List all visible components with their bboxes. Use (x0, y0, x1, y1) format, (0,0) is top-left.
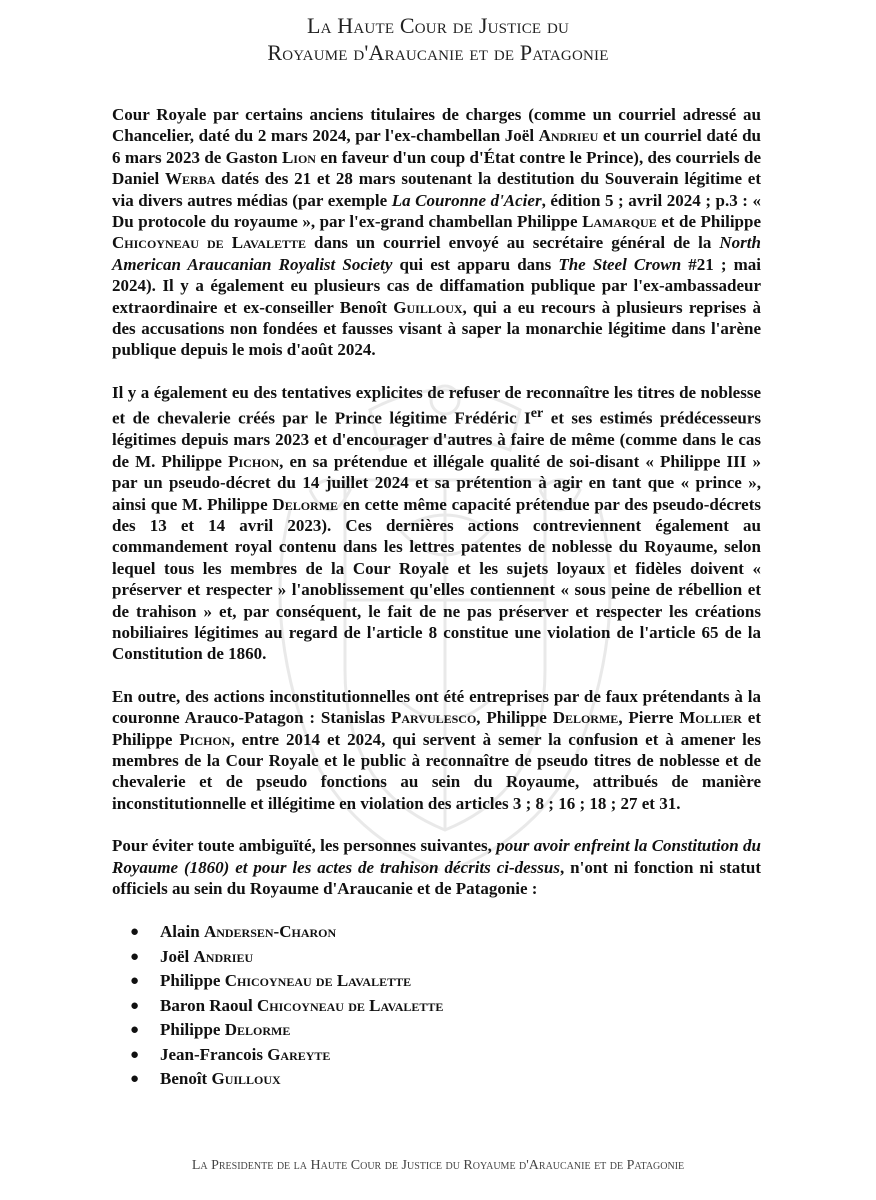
paragraph-1: Cour Royale par certains anciens titulaires de charges (comme un courriel adressé au Chancelier, daté du 2 mars 2024, par l'ex-chambellan Joël Andrieu et un courriel daté du 6 mars 2023 de Gaston Lion en faveur d'un coup d'État contre le Prince), des courriels de Daniel Werba datés des 21 et 28 mars soutenant la destitution du Souverain légitime et via divers autres médias (par exemple La Couronne d'Acier, édition 5 ; avril 2024 ; p.3 : « Du protocole du royaume », par l'ex-grand chambellan Philippe Lamarque et de Philippe Chicoyneau de Lavalette dans un courriel envoyé au secrétaire général de la North American Araucanian Royalist Society qui est apparu dans The Steel Crown #21 ; mai 2024). Il y a également eu plusieurs cas de diffamation publique par l'ex-ambassadeur extraordinaire et ex-conseiller Benoît Guilloux, qui a eu recours à plusieurs reprises à des accusations non fondées et fausses visant à saper la monarchie légitime dans l'arène publique depuis le mois d'août 2024. (112, 105, 762, 360)
header-line-1: La Haute Cour de Justice du (306, 13, 570, 38)
bullet-icon: ● (130, 924, 140, 941)
paragraph-3: En outre, des actions inconstitutionnelles ont été entreprises par de faux prétendants à la couronne Arauco-Patagon : Stanislas Parvulesco, Philippe Delorme, Pierre Mollier et Philippe Pichon, entre 2014 et 2024, qui servent à semer la confusion et à amener les membres de la Cour Royale et le public à reconnaître de pseudo titres de noblesse et de chevalerie et de pseudo fonctions au sein du Royaume, attribués de manière inconstitutionnelle et illégitime en violation des articles 3 ; 8 ; 16 ; 18 ; 27 et 31. (112, 686, 761, 813)
list-item: ● Benoît Guilloux (130, 1067, 761, 1092)
persons-list (112, 920, 761, 1092)
list-item: ● Philippe Chicoyneau de Lavalette (130, 969, 761, 994)
list-item: ● Jean-Francois Gareyte (130, 1043, 761, 1068)
list-item: ● Joël Andrieu (130, 945, 761, 970)
header-line-2: Royaume d'Araucanie et de Patagonie (267, 40, 609, 65)
bullet-icon: ● (130, 1022, 140, 1039)
document-header (0, 12, 876, 66)
list-item: ● Baron Raoul Chicoyneau de Lavalette (130, 994, 761, 1019)
paragraph-2: Il y a également eu des tentatives explicites de refuser de reconnaître les titres de noblesse et de chevalerie créés par le Prince légitime Frédéric Ier et ses estimés prédécesseurs légitimes depuis mars 2023 et d'encourager d'autres à faire de même (comme dans le cas de M. Philippe Pichon, en sa prétendue et illégale qualité de soi-disant « Philippe III » par un pseudo-décret du 14 juillet 2024 et sa prétention à agir en tant que « prince », ainsi que M. Philippe Delorme en cette même capacité prétendue par des pseudo-décrets des 13 et 14 avril 2023). Ces dernières actions contreviennent également au commandement royal contenu dans les lettres patentes de noblesse du Royaume, selon lequel tous les membres de la Cour Royale et les sujets loyaux et fidèles doivent « préserver et respecter » l'anoblissement qu'elles contiennent « sous peine de rébellion et de trahison » et, par conséquent, le fait de ne pas préserver et respecter les créations nobiliaires légitimes au regard de l'article 8 constitue une violation de l'article 65 de la Constitution de 1860. (112, 382, 762, 664)
paragraph-4: Pour éviter toute ambiguïté, les personnes suivantes, pour avoir enfreint la Constitution du Royaume (1860) et pour les actes de trahison décrits ci-dessus, n'ont ni fonction ni statut officiels au sein du Royaume d'Araucanie et de Patagonie : (112, 836, 762, 899)
bullet-icon: ● (130, 997, 140, 1014)
list-item: ● Philippe Delorme (130, 1018, 761, 1043)
list-item: ● Alain Andersen-Charon (130, 920, 761, 945)
bullet-icon: ● (130, 1046, 140, 1063)
bullet-icon: ● (130, 973, 140, 990)
document-body (0, 104, 876, 1092)
document-footer: La Presidente de la Haute Cour de Justice du Royaume d'Araucanie et de Patagonie (191, 1158, 685, 1173)
bullet-icon: ● (130, 948, 140, 965)
bullet-icon: ● (130, 1071, 140, 1088)
